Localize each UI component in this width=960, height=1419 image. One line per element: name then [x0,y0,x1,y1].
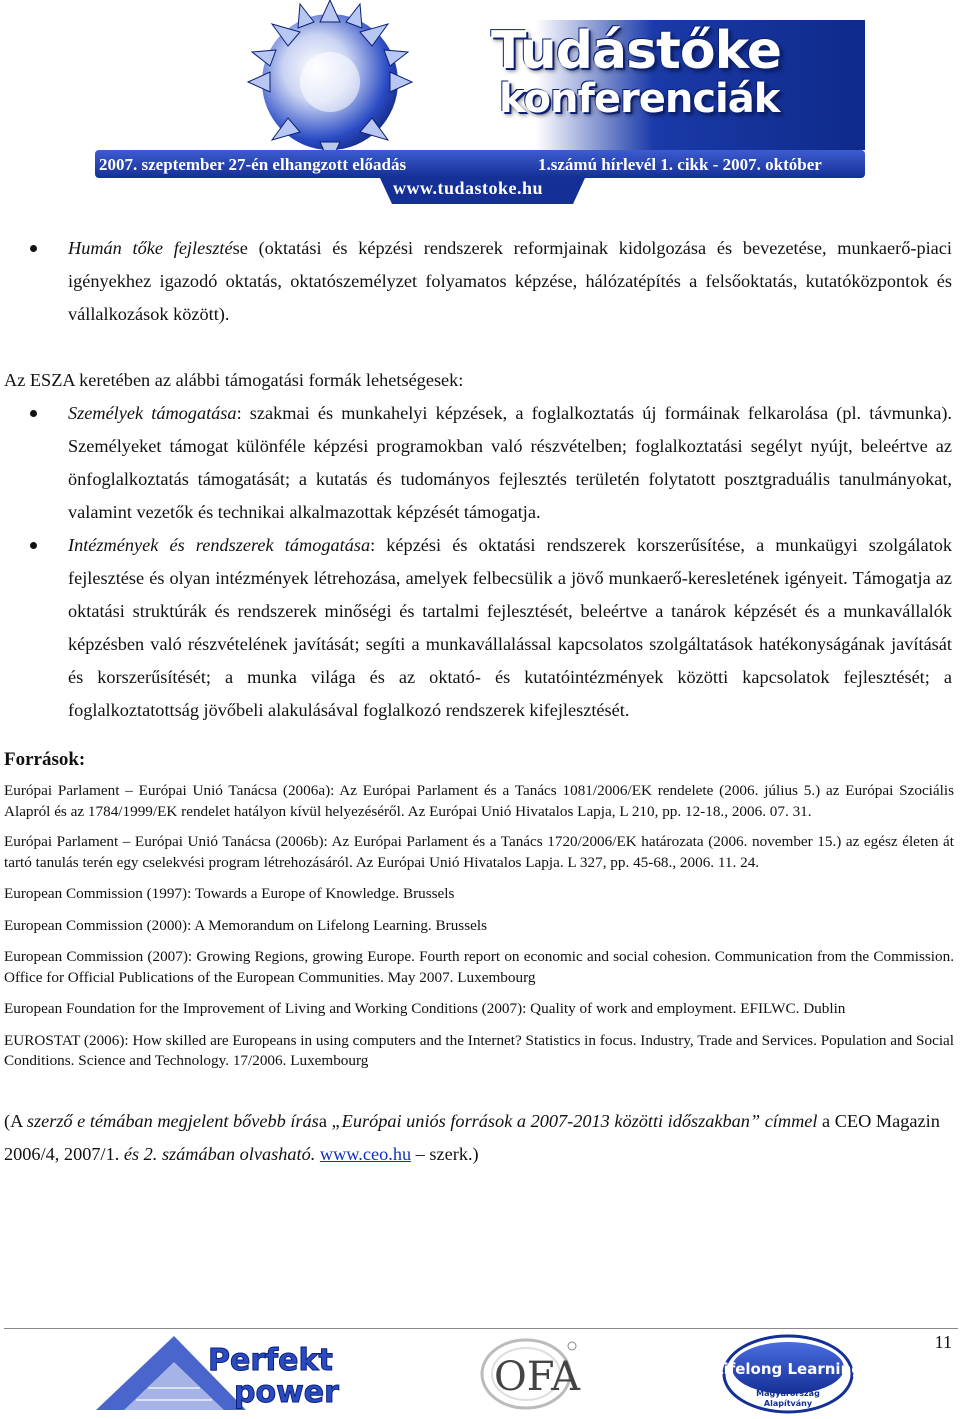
lll-country-text: Magyarország [756,1389,820,1398]
bullet-persons-support [0,397,960,529]
bullet-italic: Humán tőke fejleszté [68,238,233,258]
perfekt-power-logo [96,1334,346,1410]
banner-title [491,21,821,122]
bullet-italic: Intézmények és rendszerek támogatása [68,535,371,555]
banner-date-right: 1.számú hírlevél 1. cikk - 2007. október [538,155,822,174]
banner-title-line1: Tudástőke [491,21,782,81]
page-number: 11 [934,1332,952,1352]
power-text: power [234,1375,339,1410]
bullet-text: se (oktatási és képzési rendszerek reformjainak kidolgozása és bevezetése, munkaerő-piaci igényekhez igazodó oktatás, oktatószemélyzet folyamatos képzése, hálózatépítés a felsőoktatás, kutatóközpontok és vállalkozások között). [68,238,952,324]
sources-heading: Források: [4,749,86,770]
lll-foundation-text: Alapítvány [763,1399,813,1408]
footer-divider [4,1328,958,1329]
ofa-text: OFA [494,1354,580,1400]
bullet-text: : képzési és oktatási rendszerek korszerűsítése, a munkaügyi szolgálatok fejlesztése és olyan intézmények létrehozása, amelyek felbecsülik a jövő munkaerő-keresletének igényeit. Támogatja az oktatási struktúrák és rendszerek minőségi és tartalmi fejlesztését, beleértve a tanárok képzését és a munkavállalók képzésben való részvételének javítását; segíti a munkavállalással kapcsolatos szolgáltatások hatékonyságának javítását és korszerűsítését; a munka világa és az oktató- és kutatóintézmények közötti kapcsolatok fejlesztését; a foglalkoztatottság jövőbeli alakulásával foglalkozó rendszerek kifejlesztését. [68,535,952,720]
banner-url[interactable]: www.tudastoke.hu [393,178,544,198]
bullet-human-capital [0,232,960,331]
lifelong-learning-logo [714,1334,862,1414]
reference-item: Európai Parlament – Európai Unió Tanácsa (2006a): Az Európai Parlament és a Tanács 1081/2006/EK rendelete (2006. július 5.) az Európai Szociális Alapról és az 1784/1999/EK rendelet hatályon kívül helyezéséről. Az Európai Unió Hivatalos Lapja, L 210, pp. 12-18., 2006. 07. 31. [4,782,954,820]
ofa-logo [478,1334,582,1412]
bullet-dot [30,410,37,417]
reference-item: European Commission (2000): A Memorandum on Lifelong Learning. Brussels [4,916,487,934]
note-italic: és 2. számában olvasható. [123,1143,316,1164]
bullet-institutions-support [0,529,960,727]
header-banner [95,0,865,205]
note-text: (A [4,1110,27,1131]
note-text: – szerk.) [411,1143,479,1164]
banner-title-line2: konferenciák [499,76,780,122]
esza-intro: Az ESZA keretében az alábbi támogatási formák lehetségesek: [4,370,464,390]
lll-title-text: Lifelong Learning [714,1360,862,1378]
banner-date-left: 2007. szeptember 27-én elhangzott előadás [99,155,407,174]
perfekt-text: Perfekt [208,1343,333,1378]
note-italic: szerző e témában megjelent bővebb írás [26,1110,319,1131]
article-body [0,232,960,1171]
reference-item: European Commission (2007): Growing Regions, growing Europe. Fourth report on economic and social cohesion. Communication from the Commission. Office for Official Publications of the European Communities. May 2007. Luxembourg [4,948,954,986]
note-italic: „Európai uniós források a 2007-2013 közötti időszakban” címmel [331,1110,818,1131]
bullet-italic: Személyek támogatása [68,403,237,423]
bullet-text: : szakmai és munkahelyi képzések, a foglalkoztatás új formáinak felkarolása (pl. távmunka). Személyeket támogat különféle képzési programokban való részvételben; foglalkoztatási segélyt nyújt, beleértve az önfoglalkoztatás támogatását; a kutatás és tudományos fejlesztés területén folytatott posztgraduális tanulmányokat, valamint vezetők és technikai alkalmazottak képzését támogatja. [68,403,952,522]
reference-item: Európai Parlament – Európai Unió Tanácsa (2006b): Az Európai Parlament és a Tanács 1720/2006/EK határozata (2006. november 15.) az egész életen át tartó tanulás terén egy cselekvési program létrehozásáról. Az Európai Unió Hivatalos Lapja. L 327, pp. 45-68., 2006. 11. 24. [4,833,954,871]
editor-note [0,1105,960,1171]
reference-item: EUROSTAT (2006): How skilled are Europeans in using computers and the Internet? Statistics in focus. Industry, Trade and Services. Population and Social Conditions. Science and Technology. 17/2006. Luxembourg [4,1031,954,1069]
bullet-dot [30,245,37,252]
note-text: a [318,1110,332,1131]
reference-list [0,781,960,1072]
reference-item: European Foundation for the Improvement of Living and Working Conditions (2007): Quality of work and employment. EFILWC. Dublin [4,1000,846,1017]
bullet-dot [30,542,37,549]
reference-item: European Commission (1997): Towards a Europe of Knowledge. Brussels [4,885,455,902]
ceo-link[interactable]: www.ceo.hu [319,1143,412,1164]
note-text: a CEO Magazin 2006/4, 2007/1. [4,1110,940,1164]
